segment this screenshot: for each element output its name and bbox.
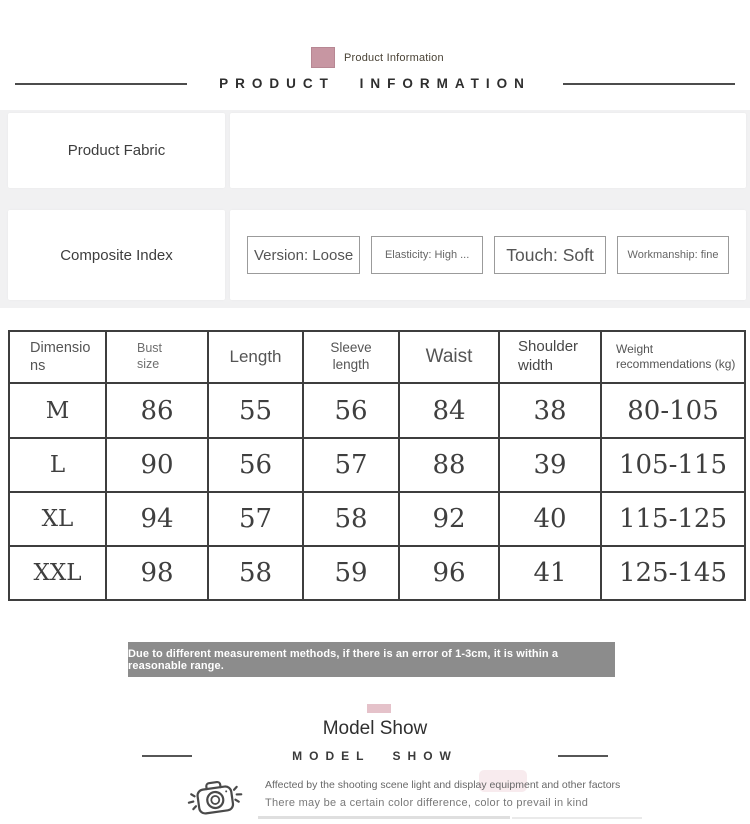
spec-box-3: Workmanship: fine	[617, 236, 729, 274]
size-table-header-3: Sleeve length	[304, 332, 398, 382]
size-table-cell-1-4: 88	[400, 439, 498, 491]
size-table-cell-0-6: 80-105	[602, 384, 744, 437]
size-table-cell-3-4: 96	[400, 547, 498, 599]
size-table-header-6: Weight recommendations (kg)	[602, 332, 744, 382]
product-fabric-label: Product Fabric	[67, 142, 166, 159]
size-table-cell-2-6: 115-125	[602, 493, 744, 545]
size-table-cell-0-1: 86	[107, 384, 207, 437]
size-table-cell-2-2: 57	[209, 493, 302, 545]
model-show-subtitle: MODEL SHOW	[292, 749, 458, 763]
model-show-left-rule	[142, 755, 192, 757]
pink-square-icon	[311, 47, 335, 68]
heading-right-rule	[563, 83, 735, 85]
size-table-row-label-3: XXL	[10, 547, 105, 599]
pink-square-partial-icon	[367, 704, 391, 713]
product-fabric-content-card	[230, 113, 746, 188]
product-info-tag	[311, 47, 444, 68]
size-table-header-1: Bust size	[107, 332, 207, 382]
color-disclaimer-line1: Affected by the shooting scene light and display equipment and other factors	[265, 779, 621, 791]
color-disclaimer-line2: There may be a certain color difference, color to prevail in kind	[265, 797, 589, 809]
model-show-right-rule	[558, 755, 608, 757]
size-table-cell-3-5: 41	[500, 547, 600, 599]
model-show-heading	[0, 749, 750, 763]
product-information-heading	[0, 76, 750, 91]
composite-index-label-card	[8, 210, 225, 300]
spec-box-0: Version: Loose	[247, 236, 360, 274]
measurement-notice-text: Due to different measurement methods, if there is an error of 1-3cm, it is within a reasonable range.	[128, 647, 559, 672]
size-table-cell-2-1: 94	[107, 493, 207, 545]
size-table-cell-1-2: 56	[209, 439, 302, 491]
bottom-divider-faint	[512, 817, 642, 819]
size-table-cell-2-4: 92	[400, 493, 498, 545]
camera-icon	[182, 775, 248, 821]
composite-index-content-card	[230, 210, 746, 300]
model-show-title: Model Show	[322, 718, 428, 739]
size-table-header-5: Shoulder width	[500, 332, 600, 382]
size-table-header-0: Dimensions	[10, 332, 105, 382]
product-fabric-label-card	[8, 113, 225, 188]
size-table-cell-2-5: 40	[500, 493, 600, 545]
size-table-row-label-1: L	[10, 439, 105, 491]
size-table-header-4: Waist	[400, 332, 498, 382]
size-table-cell-0-5: 38	[500, 384, 600, 437]
size-table-cell-3-2: 58	[209, 547, 302, 599]
size-table-cell-1-5: 39	[500, 439, 600, 491]
size-table-cell-0-4: 84	[400, 384, 498, 437]
page-title: PRODUCT INFORMATION	[219, 76, 531, 91]
size-table-row-label-2: XL	[10, 493, 105, 545]
size-table-cell-3-1: 98	[107, 547, 207, 599]
measurement-notice-banner	[128, 642, 615, 677]
heading-left-rule	[15, 83, 187, 85]
product-info-tag-label: Product Information	[344, 51, 444, 64]
size-table-cell-0-2: 55	[209, 384, 302, 437]
size-table-row-label-0: M	[10, 384, 105, 437]
size-table-cell-2-3: 58	[304, 493, 398, 545]
size-table-cell-1-6: 105-115	[602, 439, 744, 491]
bottom-divider	[258, 816, 510, 819]
size-table-cell-3-6: 125-145	[602, 547, 744, 599]
spec-box-2: Touch: Soft	[494, 236, 606, 274]
composite-index-label: Composite Index	[60, 246, 173, 264]
size-table-cell-3-3: 59	[304, 547, 398, 599]
size-table-cell-1-3: 57	[304, 439, 398, 491]
spec-box-1: Elasticity: High ...	[371, 236, 483, 274]
size-table-cell-0-3: 56	[304, 384, 398, 437]
size-table-header-2: Length	[209, 332, 302, 382]
size-table	[8, 330, 746, 601]
size-table-cell-1-1: 90	[107, 439, 207, 491]
